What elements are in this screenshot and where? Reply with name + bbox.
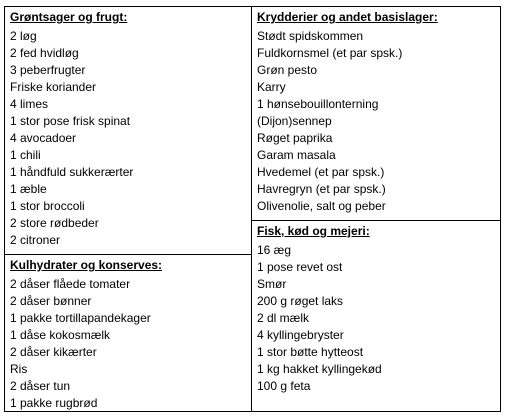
list-item: 4 kyllingebryster xyxy=(257,328,344,342)
list-item: Hvedemel (et par spsk.) xyxy=(257,165,385,179)
list-item: Grøn pesto xyxy=(257,63,318,77)
list-item: Havregryn (et par spsk.) xyxy=(257,182,386,196)
spices-list xyxy=(257,28,500,215)
list-item: 1 stor bøtte hytteost xyxy=(257,345,364,359)
list-item: 1 håndfuld sukkerærter xyxy=(10,165,134,179)
list-item: Ris xyxy=(10,362,28,376)
produce-heading: Grøntsager og frugt: xyxy=(10,10,128,24)
shopping-list-table xyxy=(4,6,501,412)
list-item: Stødt spidskommen xyxy=(257,29,364,43)
list-item: 1 chili xyxy=(10,148,41,162)
produce-section xyxy=(5,7,251,254)
spices-section xyxy=(252,7,500,220)
protein-list xyxy=(257,242,500,395)
carbs-section xyxy=(5,254,251,411)
list-item: Fuldkornsmel (et par spsk.) xyxy=(257,46,403,60)
list-item: Røget paprika xyxy=(257,131,333,145)
list-item: 1 pakke rugbrød xyxy=(10,396,98,410)
list-item: Friske koriander xyxy=(10,80,97,94)
list-item: 1 pose revet ost xyxy=(257,260,343,274)
right-column xyxy=(251,7,500,411)
list-item: 2 citroner xyxy=(10,233,61,247)
list-item: 4 limes xyxy=(10,97,49,111)
list-item: 2 dåser bønner xyxy=(10,294,92,308)
list-item: 3 peberfrugter xyxy=(10,63,86,77)
list-item: 100 g feta xyxy=(257,379,311,393)
carbs-heading: Kulhydrater og konserves: xyxy=(10,258,163,272)
list-item: 1 æble xyxy=(10,182,47,196)
list-item: 2 dl mælk xyxy=(257,311,310,325)
list-item: 2 dåser tun xyxy=(10,379,71,393)
spices-heading: Krydderier og andet basislager: xyxy=(257,10,438,24)
left-column xyxy=(5,7,251,411)
list-item: 1 pakke tortillapandekager xyxy=(10,311,151,325)
list-item: Karry xyxy=(257,80,286,94)
list-item: Smør xyxy=(257,277,287,291)
list-item: 2 løg xyxy=(10,29,37,43)
protein-section xyxy=(252,220,500,411)
list-item: 200 g røget laks xyxy=(257,294,344,308)
list-item: Olivenolie, salt og peber xyxy=(257,199,386,213)
produce-list xyxy=(10,28,251,249)
list-item: 1 dåse kokosmælk xyxy=(10,328,111,342)
list-item: 4 avocadoer xyxy=(10,131,77,145)
list-item: 1 stor pose frisk spinat xyxy=(10,114,131,128)
list-item: 1 hønsebouillonterning xyxy=(257,97,379,111)
protein-heading: Fisk, kød og mejeri: xyxy=(257,224,370,238)
list-item: 1 kg hakket kyllingekød xyxy=(257,362,382,376)
list-item: Garam masala xyxy=(257,148,336,162)
list-item: (Dijon)sennep xyxy=(257,114,332,128)
carbs-list xyxy=(10,276,251,412)
list-item: 2 fed hvidløg xyxy=(10,46,79,60)
list-item: 2 dåser flåede tomater xyxy=(10,277,131,291)
list-item: 2 dåser kikærter xyxy=(10,345,97,359)
list-item: 1 stor broccoli xyxy=(10,199,85,213)
list-item: 16 æg xyxy=(257,243,292,257)
list-item: 2 store rødbeder xyxy=(10,216,99,230)
